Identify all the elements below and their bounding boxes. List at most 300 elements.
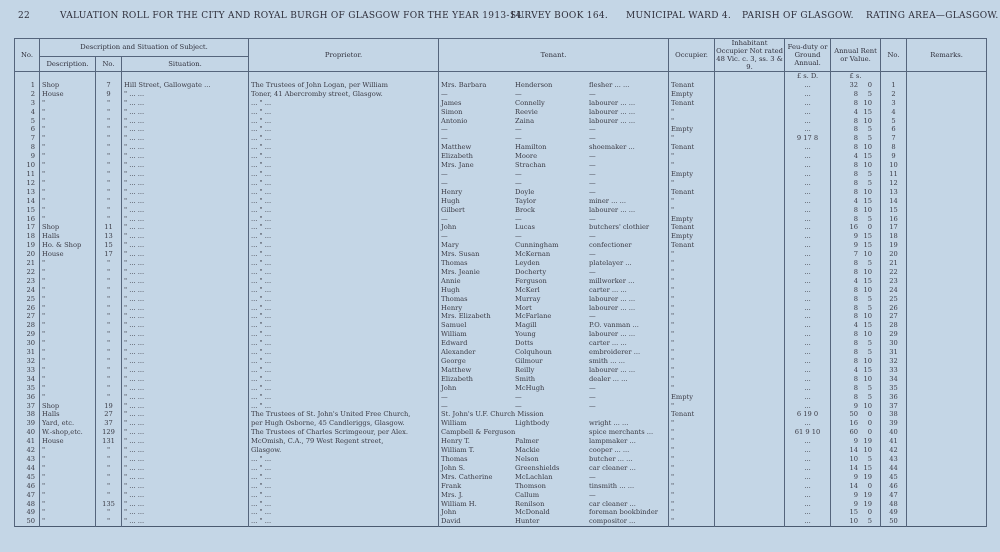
feu-duty-cell: ... [785, 143, 831, 152]
feu-duty-cell: ... [785, 304, 831, 313]
annual-rent-cell [831, 482, 881, 491]
tenant-cell [439, 117, 669, 126]
street-number-cell: " [96, 215, 122, 224]
tenant-surname: Brock [515, 205, 535, 214]
street-number-cell: " [96, 143, 122, 152]
table-row [15, 357, 987, 366]
inhabitant-cell [715, 410, 785, 419]
row-number: 6 [15, 125, 40, 134]
tenant-surname: Lightbody [515, 419, 550, 428]
feu-duty-cell: ... [785, 232, 831, 241]
tenant-trade: dealer ... ... [589, 374, 628, 383]
tenant-trade: — [589, 89, 596, 98]
situation-cell: " ... ... [122, 446, 249, 455]
tenant-trade: confectioner [589, 241, 632, 250]
tenant-surname: Connelly [515, 98, 545, 107]
rent-pounds: 8 [853, 374, 859, 383]
tenant-trade: — [589, 490, 596, 499]
rent-shillings: 5 [867, 169, 873, 178]
inhabitant-cell [715, 268, 785, 277]
table-row [15, 232, 987, 241]
situation-cell: " ... ... [122, 268, 249, 277]
street-number-cell: " [96, 321, 122, 330]
row-number: 20 [15, 250, 40, 259]
description-cell: " [40, 170, 96, 179]
tenant-surname: Reilly [515, 365, 535, 374]
row-number: 8 [15, 143, 40, 152]
street-number-cell: " [96, 455, 122, 464]
street-number-cell: 37 [96, 419, 122, 428]
situation-cell: " ... ... [122, 375, 249, 384]
tenant-first-name: Campbell & Ferguson [441, 428, 516, 437]
tenant-trade: labourer ... ... [589, 330, 636, 339]
tenant-cell [439, 268, 669, 277]
remarks-cell [907, 206, 987, 215]
occupier-cell: Empty [669, 125, 715, 134]
annual-rent-cell [831, 375, 881, 384]
rent-pounds: 9 [853, 232, 859, 241]
inhabitant-cell [715, 455, 785, 464]
tenant-trade: — [589, 178, 596, 187]
occupier-cell: " [669, 304, 715, 313]
col-feu-duty: Feu-duty or Ground Annual. [785, 39, 831, 72]
tenant-cell [439, 366, 669, 375]
proprietor-cell: ... " ... [249, 384, 439, 393]
row-number: 49 [15, 508, 40, 517]
annual-rent-cell [831, 232, 881, 241]
inhabitant-cell [715, 366, 785, 375]
feu-duty-cell: ... [785, 99, 831, 108]
table-row [15, 455, 987, 464]
row-number-right: 25 [881, 295, 907, 304]
table-row [15, 81, 987, 90]
feu-duty-cell: ... [785, 500, 831, 509]
street-number-cell: 129 [96, 428, 122, 437]
occupier-cell: " [669, 517, 715, 526]
tenant-cell [439, 384, 669, 393]
description-cell: " [40, 125, 96, 134]
rent-pounds: 8 [853, 161, 859, 170]
tenant-surname: Thomson [515, 481, 546, 490]
rent-pounds: 8 [853, 98, 859, 107]
description-cell: Ho. & Shop [40, 241, 96, 250]
remarks-cell [907, 508, 987, 517]
street-number-cell: " [96, 161, 122, 170]
rent-shillings: 5 [867, 392, 873, 401]
rent-pounds: 8 [853, 205, 859, 214]
rent-shillings: 5 [867, 348, 873, 357]
tenant-first-name: Thomas [441, 454, 468, 463]
tenant-cell [439, 90, 669, 99]
street-number-cell: " [96, 464, 122, 473]
description-cell: " [40, 482, 96, 491]
proprietor-cell: ... " ... [249, 108, 439, 117]
table-row [15, 215, 987, 224]
row-number: 2 [15, 90, 40, 99]
tenant-cell [439, 357, 669, 366]
row-number-right: 49 [881, 508, 907, 517]
table-row [15, 348, 987, 357]
rent-pounds: 9 [853, 437, 859, 446]
situation-cell: " ... ... [122, 339, 249, 348]
inhabitant-cell [715, 295, 785, 304]
table-row [15, 339, 987, 348]
tenant-trade: embroiderer ... [589, 348, 641, 357]
feu-duty-cell: ... [785, 464, 831, 473]
tenant-surname: — [515, 134, 522, 143]
street-number-cell: 27 [96, 410, 122, 419]
street-number-cell: " [96, 259, 122, 268]
situation-cell: " ... ... [122, 437, 249, 446]
annual-rent-cell [831, 517, 881, 526]
col-description-group: Description and Situation of Subject. [40, 39, 249, 57]
tenant-trade: — [589, 187, 596, 196]
tenant-first-name: Mrs. Catherine [441, 472, 493, 481]
tenant-cell [439, 339, 669, 348]
feu-duty-cell: ... [785, 482, 831, 491]
inhabitant-cell [715, 170, 785, 179]
feu-duty-cell: ... [785, 125, 831, 134]
annual-rent-cell [831, 312, 881, 321]
annual-rent-cell [831, 419, 881, 428]
row-number: 21 [15, 259, 40, 268]
tenant-trade: tinsmith ... ... [589, 481, 635, 490]
annual-rent-cell [831, 152, 881, 161]
description-cell: " [40, 330, 96, 339]
rent-shillings: 10 [863, 161, 873, 170]
row-number-right: 10 [881, 161, 907, 170]
col-remarks: Remarks. [907, 39, 987, 72]
inhabitant-cell [715, 348, 785, 357]
situation-cell: " ... ... [122, 304, 249, 313]
situation-cell: " ... ... [122, 330, 249, 339]
street-number-cell: " [96, 304, 122, 313]
proprietor-cell: ... " ... [249, 197, 439, 206]
description-cell: House [40, 90, 96, 99]
occupier-cell: " [669, 117, 715, 126]
annual-rent-cell [831, 277, 881, 286]
tenant-trade: — [589, 169, 596, 178]
table-row [15, 473, 987, 482]
tenant-cell [439, 179, 669, 188]
rent-shillings: 10 [863, 401, 873, 410]
table-row [15, 508, 987, 517]
row-number-right: 45 [881, 473, 907, 482]
rent-shillings: 5 [867, 259, 873, 268]
row-number-right: 22 [881, 268, 907, 277]
annual-rent-cell [831, 286, 881, 295]
proprietor-cell: ... " ... [249, 286, 439, 295]
annual-rent-cell [831, 170, 881, 179]
tenant-cell [439, 259, 669, 268]
feu-duty-cell: ... [785, 277, 831, 286]
tenant-trade: flesher ... ... [589, 80, 630, 89]
inhabitant-cell [715, 134, 785, 143]
situation-cell: " ... ... [122, 108, 249, 117]
row-number-right: 31 [881, 348, 907, 357]
rent-shillings: 5 [867, 383, 873, 392]
feu-duty-cell: ... [785, 206, 831, 215]
inhabitant-cell [715, 446, 785, 455]
description-cell: " [40, 464, 96, 473]
inhabitant-cell [715, 223, 785, 232]
situation-cell: " ... ... [122, 250, 249, 259]
tenant-cell [439, 393, 669, 402]
tenant-trade: — [589, 472, 596, 481]
situation-cell: " ... ... [122, 241, 249, 250]
situation-cell: " ... ... [122, 286, 249, 295]
tenant-trade: — [589, 125, 596, 134]
inhabitant-cell [715, 259, 785, 268]
street-number-cell: " [96, 170, 122, 179]
tenant-surname: — [515, 392, 522, 401]
occupier-cell: " [669, 473, 715, 482]
proprietor-cell: The Trustees of John Logan, per William [249, 81, 439, 90]
tenant-first-name: John [441, 383, 457, 392]
remarks-cell [907, 482, 987, 491]
table-row [15, 90, 987, 99]
proprietor-cell: ... " ... [249, 491, 439, 500]
row-number: 27 [15, 312, 40, 321]
row-number: 42 [15, 446, 40, 455]
remarks-cell [907, 108, 987, 117]
remarks-cell [907, 134, 987, 143]
rent-pounds: 4 [853, 321, 859, 330]
row-number-right: 42 [881, 446, 907, 455]
proprietor-cell: ... " ... [249, 117, 439, 126]
proprietor-cell: The Trustees of Charles Scrimgeour, per Alex. [249, 428, 439, 437]
remarks-cell [907, 491, 987, 500]
tenant-trade: shoemaker ... [589, 143, 635, 152]
occupier-cell: " [669, 384, 715, 393]
table-row [15, 464, 987, 473]
rent-pounds: 8 [853, 143, 859, 152]
description-cell: " [40, 206, 96, 215]
tenant-cell [439, 464, 669, 473]
rent-shillings: 15 [863, 365, 873, 374]
row-number-right: 3 [881, 99, 907, 108]
inhabitant-cell [715, 500, 785, 509]
tenant-surname: Murray [515, 294, 541, 303]
col-annual-rent: Annual Rent or Value. [831, 39, 881, 72]
situation-cell: " ... ... [122, 215, 249, 224]
annual-rent-cell [831, 259, 881, 268]
remarks-cell [907, 473, 987, 482]
tenant-surname: Docherty [515, 267, 547, 276]
description-cell: " [40, 259, 96, 268]
tenant-surname: — [515, 232, 522, 241]
tenant-cell [439, 108, 669, 117]
remarks-cell [907, 295, 987, 304]
row-number: 37 [15, 402, 40, 411]
situation-cell: " ... ... [122, 384, 249, 393]
inhabitant-cell [715, 99, 785, 108]
annual-rent-cell [831, 223, 881, 232]
street-number-cell: " [96, 99, 122, 108]
rent-pounds: 8 [853, 116, 859, 125]
tenant-surname: Magill [515, 321, 537, 330]
tenant-first-name: — [441, 401, 448, 410]
remarks-cell [907, 188, 987, 197]
tenant-first-name: John S. [441, 463, 465, 472]
rent-pounds: 16 [849, 419, 859, 428]
annual-rent-cell [831, 402, 881, 411]
inhabitant-cell [715, 357, 785, 366]
occupier-cell: " [669, 357, 715, 366]
table-row [15, 491, 987, 500]
rent-pounds: 8 [853, 312, 859, 321]
situation-cell: " ... ... [122, 117, 249, 126]
proprietor-cell: ... " ... [249, 304, 439, 313]
tenant-cell [439, 517, 669, 526]
annual-rent-cell [831, 295, 881, 304]
proprietor-cell: ... " ... [249, 152, 439, 161]
table-row [15, 259, 987, 268]
street-number-cell: " [96, 348, 122, 357]
description-cell: " [40, 473, 96, 482]
row-number-right: 50 [881, 517, 907, 526]
feu-duty-cell: ... [785, 491, 831, 500]
description-cell: " [40, 375, 96, 384]
rent-pounds: 8 [853, 383, 859, 392]
rent-shillings: 19 [863, 499, 873, 508]
situation-cell: " ... ... [122, 143, 249, 152]
situation-cell: " ... ... [122, 125, 249, 134]
situation-cell: " ... ... [122, 410, 249, 419]
occupier-cell: " [669, 428, 715, 437]
tenant-surname: Palmer [515, 437, 539, 446]
description-cell: Halls [40, 410, 96, 419]
feu-duty-cell: ... [785, 161, 831, 170]
row-number-right: 39 [881, 419, 907, 428]
annual-rent-cell [831, 143, 881, 152]
tenant-first-name: Hugh [441, 285, 460, 294]
row-number-right: 37 [881, 402, 907, 411]
col-proprietor: Proprietor. [249, 39, 439, 72]
rent-pounds: 9 [853, 241, 859, 250]
remarks-cell [907, 268, 987, 277]
occupier-cell: " [669, 366, 715, 375]
tenant-trade: butchers' clothier [589, 223, 650, 232]
tenant-first-name: St. John's U.F. Church Mission [441, 410, 544, 419]
rent-pounds: 16 [849, 223, 859, 232]
tenant-first-name: George [441, 357, 466, 365]
roll-title: VALUATION ROLL FOR THE CITY AND ROYAL BURGH OF GLASGOW FOR THE YEAR 1913-14. [60, 11, 525, 21]
street-number-cell: " [96, 197, 122, 206]
rent-shillings: 10 [863, 143, 873, 152]
description-cell: " [40, 108, 96, 117]
row-number-right: 34 [881, 375, 907, 384]
tenant-trade: P.O. vanman ... [589, 321, 639, 330]
proprietor-cell: ... " ... [249, 223, 439, 232]
remarks-cell [907, 90, 987, 99]
table-row [15, 428, 987, 437]
inhabitant-cell [715, 393, 785, 402]
row-number-right: 13 [881, 188, 907, 197]
proprietor-cell: ... " ... [249, 268, 439, 277]
proprietor-cell: ... " ... [249, 330, 439, 339]
street-number-cell: " [96, 330, 122, 339]
table-row [15, 197, 987, 206]
proprietor-cell: ... " ... [249, 473, 439, 482]
table-row [15, 304, 987, 313]
inhabitant-cell [715, 517, 785, 526]
inhabitant-cell [715, 232, 785, 241]
table-row [15, 161, 987, 170]
occupier-cell: Tenant [669, 241, 715, 250]
table-row [15, 482, 987, 491]
row-number-right: 43 [881, 455, 907, 464]
row-number-right: 23 [881, 277, 907, 286]
remarks-cell [907, 161, 987, 170]
occupier-cell: Tenant [669, 188, 715, 197]
annual-rent-cell [831, 446, 881, 455]
occupier-cell: " [669, 500, 715, 509]
tenant-surname: Renilson [515, 499, 545, 508]
proprietor-cell: Glasgow. [249, 446, 439, 455]
tenant-cell [439, 321, 669, 330]
tenant-surname: — [515, 178, 522, 187]
row-number-right: 40 [881, 428, 907, 437]
tenant-surname: — [515, 169, 522, 178]
situation-cell: " ... ... [122, 161, 249, 170]
table-row [15, 500, 987, 509]
tenant-surname: Strachan [515, 161, 546, 170]
row-number-right: 15 [881, 206, 907, 215]
proprietor-cell: ... " ... [249, 295, 439, 304]
description-cell: " [40, 517, 96, 526]
table-row [15, 206, 987, 215]
rent-shillings: 15 [863, 152, 873, 161]
street-number-cell: " [96, 508, 122, 517]
inhabitant-cell [715, 108, 785, 117]
tenant-cell [439, 330, 669, 339]
row-number-right: 19 [881, 241, 907, 250]
proprietor-cell: ... " ... [249, 277, 439, 286]
street-number-cell: " [96, 188, 122, 197]
feu-duty-cell: ... [785, 188, 831, 197]
street-number-cell: " [96, 125, 122, 134]
tenant-cell [439, 99, 669, 108]
row-number-right: 24 [881, 286, 907, 295]
tenant-cell [439, 455, 669, 464]
survey-book: SURVEY BOOK 164. [510, 11, 609, 21]
street-number-cell: 7 [96, 81, 122, 90]
annual-rent-cell [831, 215, 881, 224]
occupier-cell: " [669, 455, 715, 464]
tenant-cell [439, 161, 669, 170]
feu-duty-cell: ... [785, 384, 831, 393]
tenant-first-name: Thomas [441, 259, 468, 268]
remarks-cell [907, 402, 987, 411]
feu-duty-cell: ... [785, 393, 831, 402]
tenant-surname: Colquhoun [515, 348, 552, 357]
annual-rent-cell [831, 304, 881, 313]
rent-pounds: 9 [853, 490, 859, 499]
tenant-trade: foreman bookbinder [589, 508, 658, 517]
remarks-cell [907, 259, 987, 268]
tenant-cell [439, 375, 669, 384]
description-cell: " [40, 508, 96, 517]
tenant-cell [439, 304, 669, 313]
rent-shillings: 5 [867, 178, 873, 187]
street-number-cell: " [96, 339, 122, 348]
proprietor-cell: ... " ... [249, 402, 439, 411]
feu-duty-cell: ... [785, 197, 831, 206]
inhabitant-cell [715, 330, 785, 339]
street-number-cell: " [96, 206, 122, 215]
tenant-first-name: Hugh [441, 196, 460, 205]
